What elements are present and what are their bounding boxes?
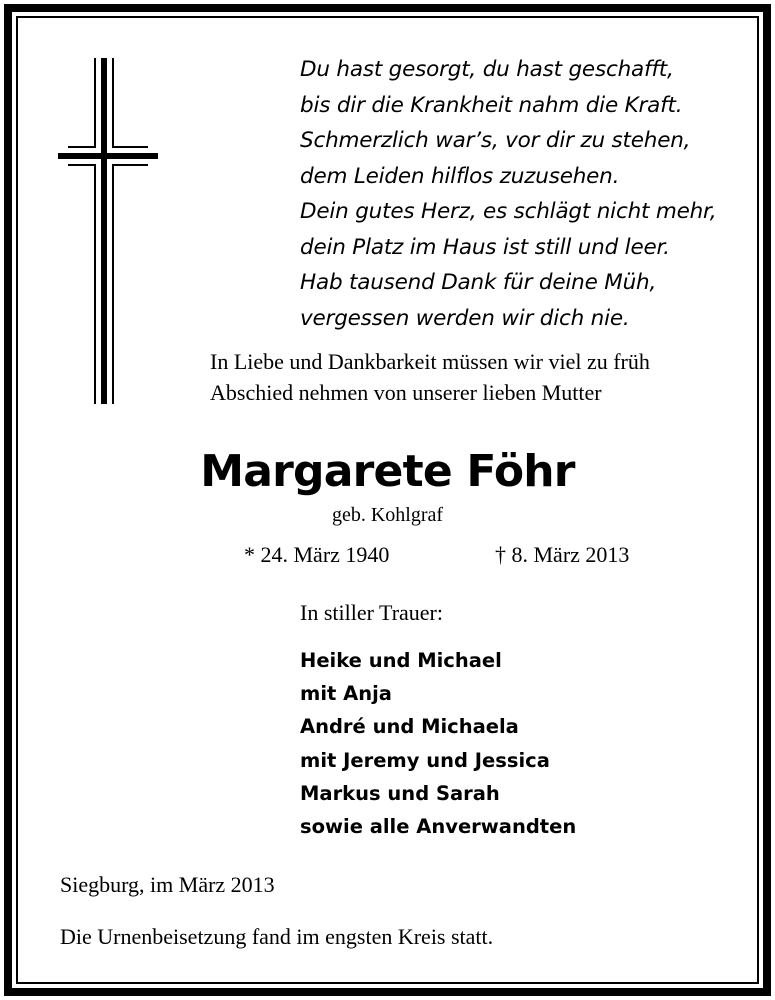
mourner-line: mit Anja bbox=[300, 682, 392, 706]
cross-icon bbox=[58, 58, 158, 404]
poem-line: dem Leiden hilflos zuzusehen. bbox=[300, 163, 620, 189]
poem-line: dein Platz im Haus ist still und leer. bbox=[300, 234, 670, 260]
poem-line: Schmerzlich war’s, vor dir zu stehen, bbox=[300, 128, 691, 153]
mourning-heading: In stiller Trauer: bbox=[300, 600, 443, 625]
mourner-line: mit Jeremy und Jessica bbox=[300, 748, 550, 772]
intro-line: In Liebe und Dankbarkeit müssen wir viel zu früh bbox=[210, 349, 650, 374]
poem bbox=[300, 52, 740, 336]
burial-note: Die Urnenbeisetzung fand im engsten Kreis statt. bbox=[60, 924, 494, 949]
mourner-line: sowie alle Anverwandten bbox=[300, 815, 577, 839]
death-date: † 8. März 2013 bbox=[495, 542, 630, 567]
poem-line: Dein gutes Herz, es schlägt nicht mehr, bbox=[300, 199, 717, 224]
birth-date: * 24. März 1940 bbox=[244, 542, 390, 567]
intro-line: Abschied nehmen von unserer lieben Mutter bbox=[210, 380, 602, 405]
poem-line: Hab tausend Dank für deine Müh, bbox=[300, 270, 657, 295]
mourner-line: André und Michaela bbox=[300, 715, 519, 739]
mourner-line: Heike und Michael bbox=[300, 649, 502, 672]
intro-text bbox=[210, 346, 650, 408]
deceased-name: Margarete Föhr bbox=[200, 446, 575, 497]
poem-line: Du hast gesorgt, du hast geschafft, bbox=[300, 57, 674, 82]
mourners-list bbox=[300, 644, 576, 843]
place-date: Siegburg, im März 2013 bbox=[60, 872, 275, 897]
born-name: geb. Kohlgraf bbox=[331, 504, 444, 526]
poem-line: vergessen werden wir dich nie. bbox=[300, 305, 630, 331]
mourner-line: Markus und Sarah bbox=[300, 781, 500, 805]
poem-line: bis dir die Krankheit nahm die Kraft. bbox=[300, 92, 683, 118]
